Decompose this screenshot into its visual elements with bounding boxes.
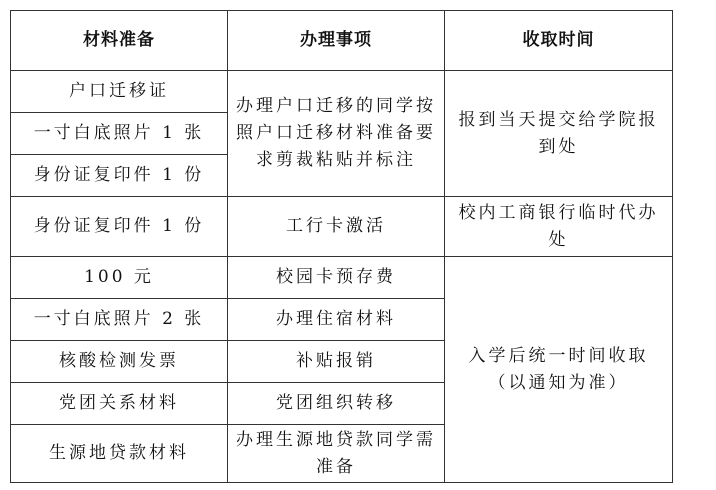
material-cell: 一寸白底照片 2 张 — [11, 299, 228, 341]
material-cell: 生源地贷款材料 — [11, 425, 228, 483]
hukou-time-cell: 报到当天提交给学院报到处 — [445, 71, 673, 197]
time-cell: 校内工商银行临时代办处 — [445, 197, 673, 257]
header-matters: 办理事项 — [228, 11, 445, 71]
material-cell: 核酸检测发票 — [11, 341, 228, 383]
matter-cell: 办理住宿材料 — [228, 299, 445, 341]
hukou-matter-cell: 办理户口迁移的同学按照户口迁移材料准备要求剪裁粘贴并标注 — [228, 71, 445, 197]
matter-cell: 党团组织转移 — [228, 383, 445, 425]
matter-cell: 补贴报销 — [228, 341, 445, 383]
material-cell: 身份证复印件 1 份 — [11, 197, 228, 257]
table-row — [11, 197, 673, 257]
matter-cell: 校园卡预存费 — [228, 257, 445, 299]
material-cell: 户口迁移证 — [11, 71, 228, 113]
header-row — [11, 11, 673, 71]
material-cell: 100 元 — [11, 257, 228, 299]
table-row — [11, 71, 673, 113]
later-time-cell: 入学后统一时间收取（以通知为准） — [445, 257, 673, 483]
material-cell: 身份证复印件 1 份 — [11, 155, 228, 197]
matter-cell: 办理生源地贷款同学需准备 — [228, 425, 445, 483]
header-time: 收取时间 — [445, 11, 673, 71]
matter-cell: 工行卡激活 — [228, 197, 445, 257]
material-cell: 一寸白底照片 1 张 — [11, 113, 228, 155]
header-materials: 材料准备 — [11, 11, 228, 71]
materials-table — [10, 10, 673, 483]
table-row — [11, 257, 673, 299]
material-cell: 党团关系材料 — [11, 383, 228, 425]
